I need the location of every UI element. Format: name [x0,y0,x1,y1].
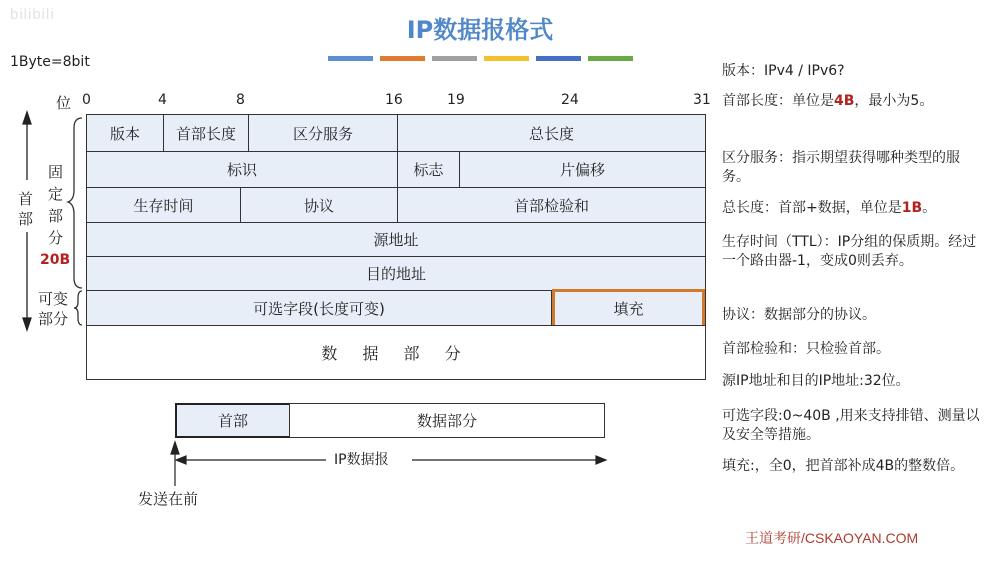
note-total-length-tail: 。 [922,200,937,216]
note-addresses: 源IP地址和目的IP地址:32位。 [722,373,910,389]
field-destination-address: 目的地址 [86,256,706,291]
field-header-checksum: 首部检验和 [397,187,706,223]
ip-datagram-label: IP数据报 [330,449,393,469]
fixed-label-char-4: 分 [48,229,64,247]
byte-note: 1Byte=8bit [10,54,90,70]
data-section: 数 据 部 分 [86,325,706,380]
field-version: 版本 [86,114,164,152]
bit-tick-24: 24 [561,92,579,108]
bottom-header-box: 首部 [175,403,291,438]
bit-tick-8: 8 [236,92,245,108]
bit-axis-label: 位 [56,94,72,112]
bottom-data-box: 数据部分 [289,403,605,438]
bit-tick-31: 31 [693,92,711,108]
field-fragment-offset: 片偏移 [459,151,706,188]
field-diffserv: 区分服务 [248,114,398,152]
fixed-label-char-1: 固 [48,163,64,181]
note-padding: 填充:，全0，把首部补成4B的整数倍。 [722,458,965,474]
note-total-length-unit: 1B [901,200,923,216]
fixed-size-label: 20B [40,252,71,268]
field-ttl: 生存时间 [86,187,241,223]
bit-tick-16: 16 [385,92,403,108]
note-header-length-tail: ，最小为5。 [854,93,934,109]
note-total-length-text: 总长度：首部+数据，单位是 [722,200,902,216]
note-protocol: 协议：数据部分的协议。 [722,307,876,323]
variable-label-line-2: 部分 [38,310,69,328]
sent-first-label: 发送在前 [138,490,199,508]
note-header-length [722,92,962,111]
field-identification: 标识 [86,151,398,188]
bit-tick-4: 4 [158,92,167,108]
footer-brand: 王道考研/CSKAOYAN.COM [745,530,919,546]
field-protocol: 协议 [240,187,398,223]
note-version: 版本：IPv4 / IPv6? [722,63,845,79]
note-header-length-text: 首部长度：单位是 [722,93,834,109]
field-source-address: 源地址 [86,222,706,257]
fixed-label-char-3: 部 [48,207,64,225]
field-header-length: 首部长度 [163,114,249,152]
note-total-length [722,199,990,218]
note-ttl: 生存时间（TTL）：IP分组的保质期。经过一个路由器-1，变成0则丢弃。 [722,234,977,269]
field-padding: 填充 [551,290,706,326]
bilibili-watermark: bilibili [10,6,55,23]
note-header-length-unit: 4B [834,93,855,109]
page-title: IP数据报格式 [406,16,554,44]
bit-tick-19: 19 [447,92,465,108]
field-options: 可选字段(长度可变) [86,290,552,326]
note-checksum: 首部检验和：只检验首部。 [722,341,890,357]
variable-label-line-1: 可变 [38,290,69,308]
field-total-length: 总长度 [397,114,706,152]
bit-tick-0: 0 [82,92,91,108]
note-diffserv: 区分服务：指示期望获得哪种类型的服务。 [722,150,960,185]
fixed-label-char-2: 定 [48,185,64,203]
note-options: 可选字段:0~40B ,用来支持排错、测量以及安全等措施。 [722,408,980,443]
header-label-char-2: 部 [18,210,34,228]
header-label-char-1: 首 [18,190,34,208]
field-flags: 标志 [397,151,460,188]
